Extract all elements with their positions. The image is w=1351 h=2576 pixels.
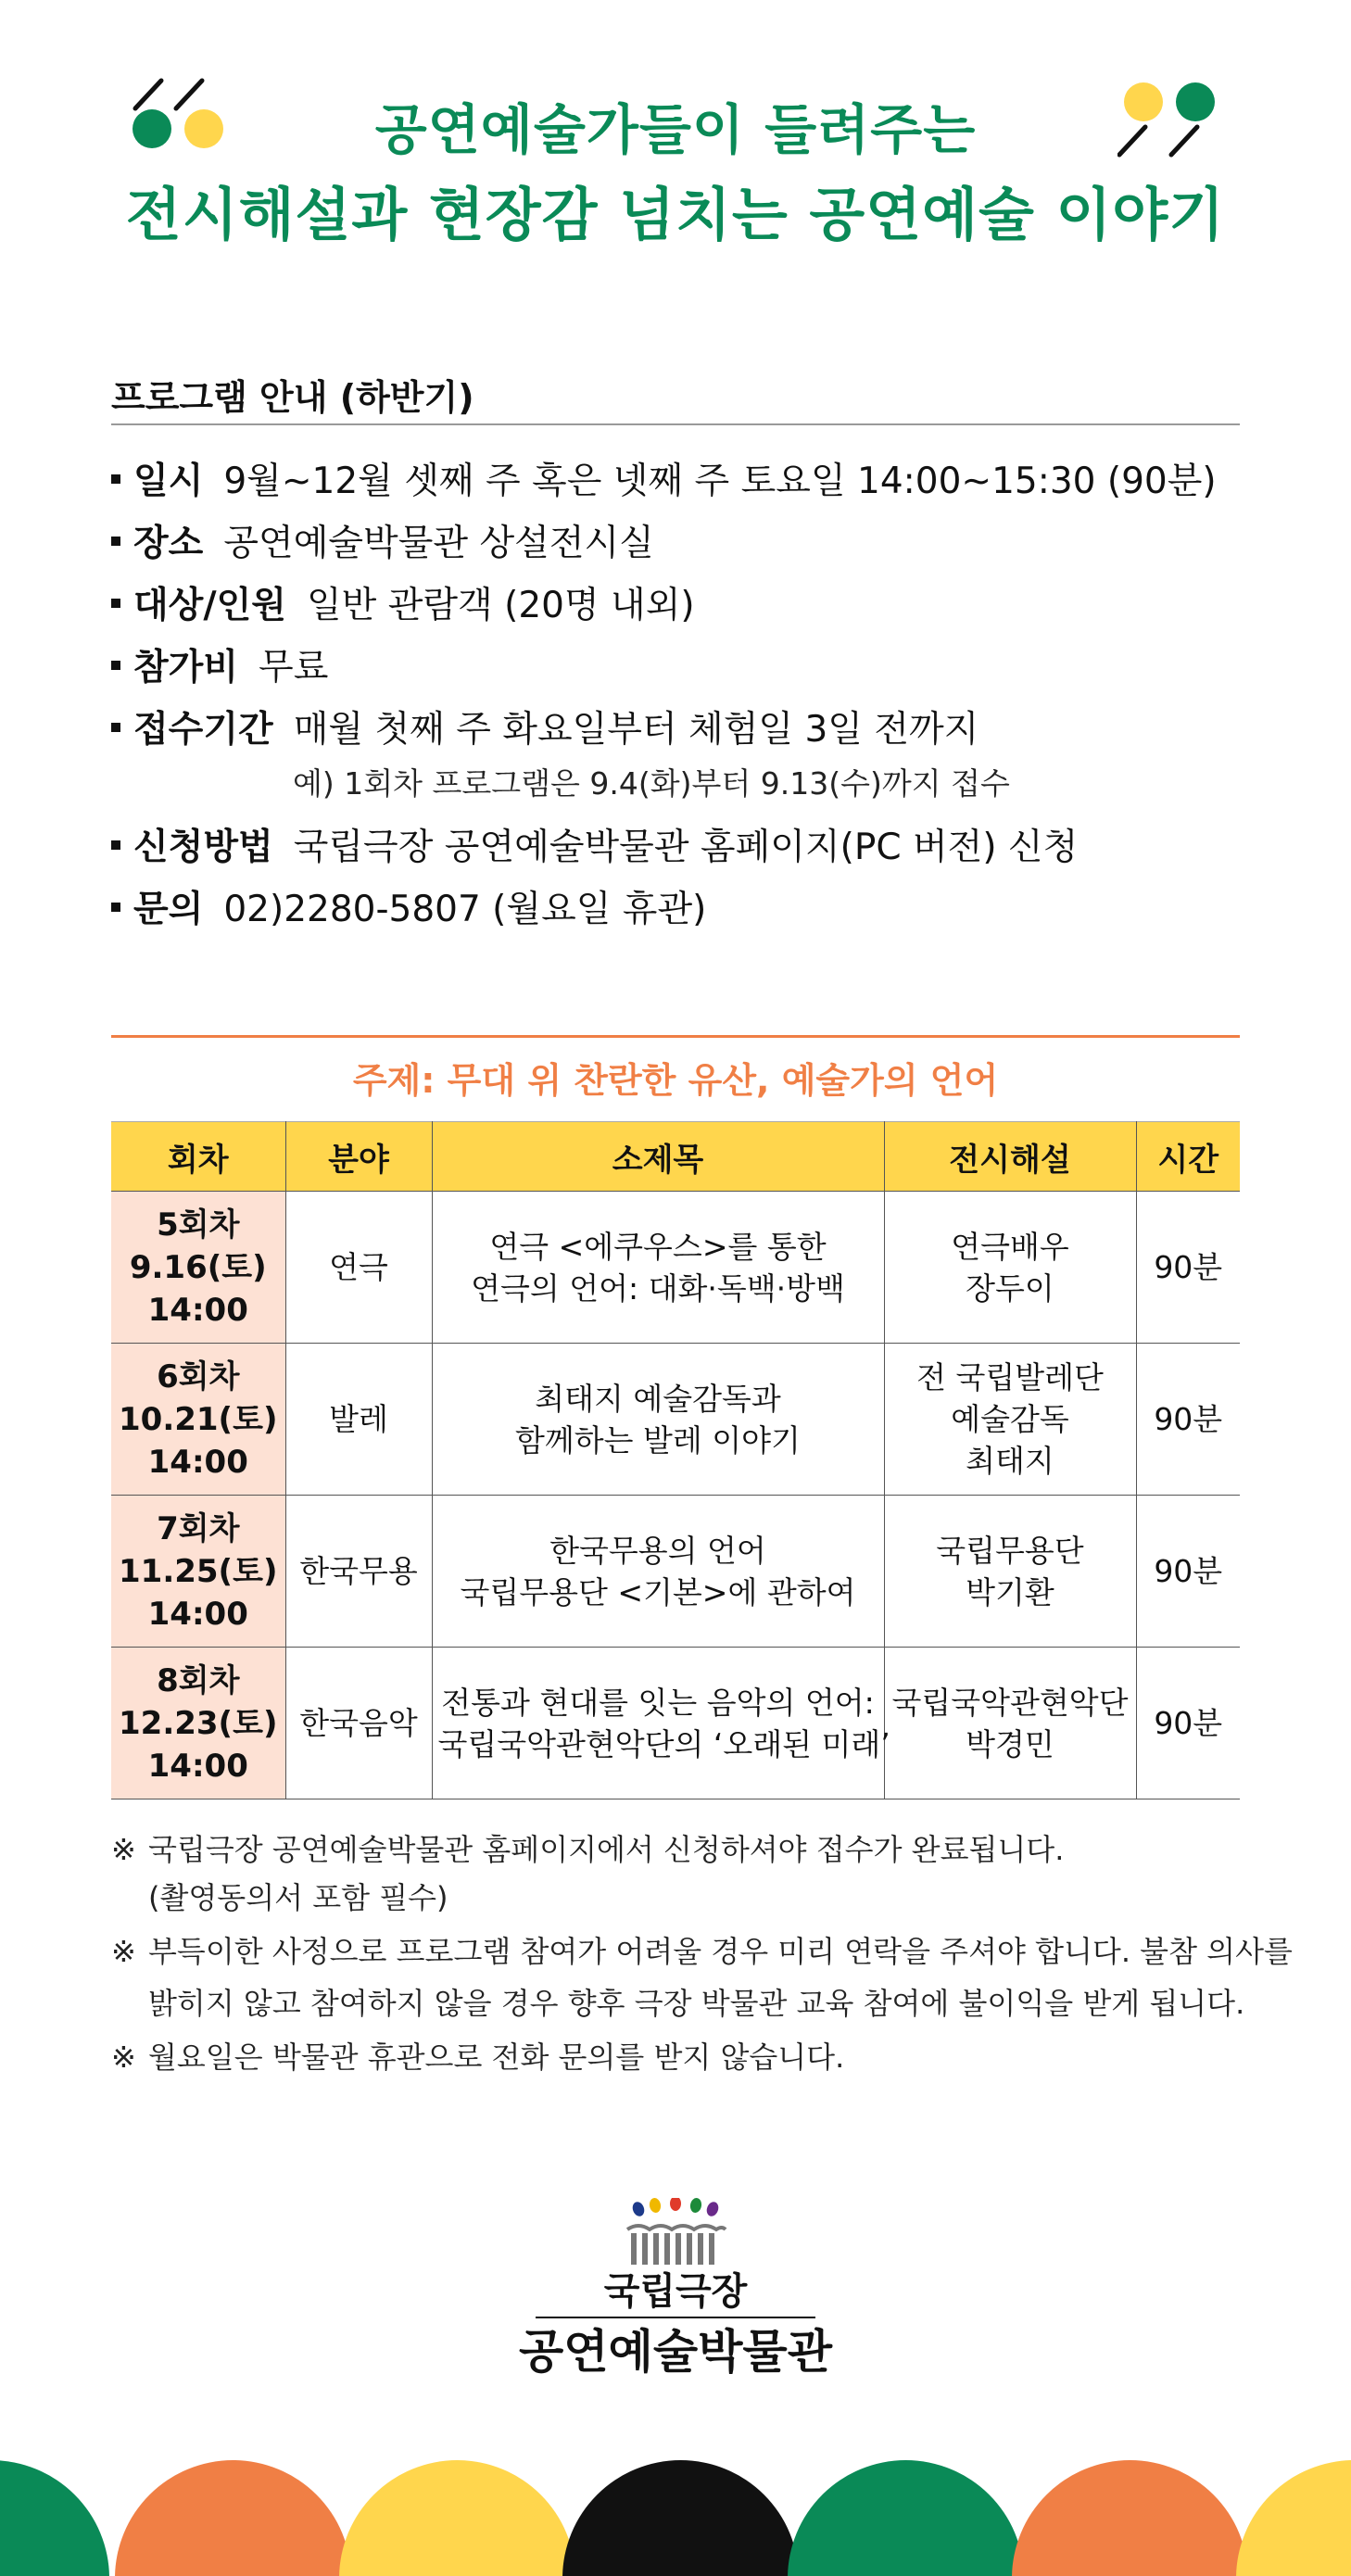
info-item-fee (111, 637, 1251, 699)
info-value: 국립극장 공연예술박물관 홈페이지(PC 버전) 신청 (293, 827, 1079, 868)
header-time: 시간 (1136, 1122, 1240, 1192)
subtitle-line: 전통과 현대를 잇는 음악의 언어: (441, 1684, 875, 1721)
subtitle-line: 국립국악관현악단의 ‘오래된 미래’ (437, 1725, 890, 1762)
notice-line: 밝히지 않고 참여하지 않을 경우 향후 극장 박물관 교육 참여에 불이익을 받게 됩니다. (148, 1986, 1245, 2021)
subtitle-cell (432, 1344, 884, 1496)
subtitle-cell (432, 1496, 884, 1648)
table-header-row (111, 1122, 1240, 1192)
round-cell (111, 1496, 285, 1648)
time-cell: 90분 (1136, 1344, 1240, 1496)
headline-line-2: 전시해설과 현장감 넘치는 공연예술 이야기 (125, 181, 1226, 248)
logo-text-theater: 국립극장 (603, 2270, 748, 2313)
guide-line: 국립무용단 (936, 1532, 1084, 1569)
notice-item (111, 1825, 1251, 1922)
round-time: 14:00 (147, 1291, 248, 1329)
round-date: 12.23(토) (119, 1704, 278, 1742)
bullet-icon (111, 474, 120, 484)
circle-orange (115, 2460, 351, 2576)
circle-green (788, 2460, 1024, 2576)
section-divider (111, 423, 1240, 425)
bullet-icon (111, 840, 120, 850)
logo-text-museum: 공연예술박물관 (518, 2325, 833, 2379)
round-cell (111, 1192, 285, 1344)
header-subtitle: 소제목 (432, 1122, 884, 1192)
schedule-table (111, 1121, 1240, 1799)
notice-line: 월요일은 박물관 휴관으로 전화 문의를 받지 않습니다. (148, 2039, 845, 2075)
round-cell (111, 1344, 285, 1496)
guide-line: 전 국립발레단 (916, 1359, 1104, 1395)
round-time: 14:00 (147, 1443, 248, 1481)
subtitle-cell (432, 1192, 884, 1344)
info-item-place (111, 512, 1251, 575)
notice-item (111, 1926, 1293, 2029)
round-number: 5회차 (157, 1206, 240, 1244)
headline (0, 93, 1351, 258)
info-label: 문의 (133, 889, 204, 930)
notice-item (111, 2033, 1251, 2081)
info-label: 접수기간 (133, 709, 273, 751)
subtitle-line: 연극 <에쿠우스>를 통한 (489, 1228, 827, 1265)
registration-example-note: 예) 1회차 프로그램은 9.4(화)부터 9.13(수)까지 접수 (293, 765, 1010, 802)
notice-line: (촬영동의서 포함 필수) (148, 1880, 448, 1915)
subtitle-line: 최태지 예술감독과 (535, 1380, 781, 1417)
notice-mark: ※ (111, 1832, 136, 1867)
guide-line: 박기환 (966, 1573, 1054, 1610)
info-value: 9월~12월 셋째 주 혹은 넷째 주 토요일 14:00~15:30 (90분) (223, 461, 1217, 502)
circle-black (562, 2460, 799, 2576)
info-item-audience (111, 575, 1251, 637)
theme-title: 주제: 무대 위 찬란한 유산, 예술가의 언어 (352, 1060, 999, 1101)
subtitle-line: 한국무용의 언어 (549, 1532, 766, 1569)
info-item-apply-method (111, 816, 1251, 878)
circle-yellow (339, 2460, 575, 2576)
header-guide: 전시해설 (884, 1122, 1136, 1192)
guide-line: 장두이 (966, 1269, 1054, 1307)
round-date: 11.25(토) (119, 1552, 278, 1590)
circle-green (0, 2460, 109, 2576)
guide-cell (884, 1344, 1136, 1496)
field-cell: 연극 (285, 1192, 432, 1344)
info-label: 일시 (133, 461, 204, 502)
subtitle-line: 연극의 언어: 대화·독백·방백 (471, 1269, 845, 1307)
notices (111, 1825, 1293, 2081)
time-cell: 90분 (1136, 1496, 1240, 1648)
table-row (111, 1192, 1240, 1344)
round-date: 10.21(토) (119, 1400, 278, 1438)
time-cell: 90분 (1136, 1192, 1240, 1344)
header-field: 분야 (285, 1122, 432, 1192)
decorative-circles (0, 2460, 1351, 2576)
guide-cell (884, 1496, 1136, 1648)
guide-line: 박경민 (966, 1725, 1054, 1762)
guide-cell (884, 1192, 1136, 1344)
field-cell: 발레 (285, 1344, 432, 1496)
table-row (111, 1344, 1240, 1496)
info-value: 공연예술박물관 상설전시실 (223, 523, 654, 564)
bullet-icon (111, 903, 120, 912)
info-item-contact (111, 878, 1251, 941)
guide-line: 최태지 (966, 1443, 1054, 1479)
info-item-datetime (111, 450, 1251, 512)
round-date: 9.16(토) (129, 1248, 267, 1286)
info-value: 무료 (259, 647, 329, 688)
round-time: 14:00 (147, 1747, 248, 1785)
notice-line: 국립극장 공연예술박물관 홈페이지에서 신청하셔야 접수가 완료됩니다. (148, 1832, 1065, 1867)
round-number: 7회차 (157, 1509, 240, 1547)
notice-mark: ※ (111, 2039, 136, 2075)
info-item-registration (111, 699, 1251, 761)
notice-text (148, 2033, 844, 2081)
info-label: 장소 (133, 523, 204, 564)
round-number: 8회차 (157, 1661, 240, 1699)
guide-line: 연극배우 (951, 1228, 1069, 1265)
bullet-icon (111, 599, 120, 608)
subtitle-line: 함께하는 발레 이야기 (515, 1421, 801, 1458)
notice-text (148, 1825, 1064, 1922)
notice-mark: ※ (111, 1934, 136, 1969)
circle-yellow (1236, 2460, 1351, 2576)
round-time: 14:00 (147, 1595, 248, 1633)
headline-line-1: 공연예술가들이 들려주는 (374, 98, 977, 161)
circle-orange (1012, 2460, 1248, 2576)
time-cell: 90분 (1136, 1648, 1240, 1799)
table-row (111, 1648, 1240, 1799)
guide-line: 국립국악관현악단 (891, 1684, 1129, 1721)
field-cell: 한국무용 (285, 1496, 432, 1648)
bullet-icon (111, 723, 120, 732)
field-cell: 한국음악 (285, 1648, 432, 1799)
bullet-icon (111, 537, 120, 546)
info-label: 대상/인원 (133, 585, 286, 626)
round-number: 6회차 (157, 1357, 240, 1395)
subtitle-cell (432, 1648, 890, 1799)
info-value: 일반 관람객 (20명 내외) (306, 585, 695, 626)
national-theater-logo-icon (620, 2198, 731, 2272)
bullet-icon (111, 661, 120, 670)
notice-line: 부득이한 사정으로 프로그램 참여가 어려울 경우 미리 연락을 주셔야 합니다. 불참 의사를 (148, 1934, 1293, 1969)
info-value: 02)2280-5807 (월요일 휴관) (223, 889, 707, 930)
guide-cell (884, 1648, 1136, 1799)
info-label: 참가비 (133, 647, 239, 688)
program-title: 프로그램 안내 (하반기) (111, 377, 474, 418)
table-row (111, 1496, 1240, 1648)
subtitle-line: 국립무용단 <기본>에 관하여 (460, 1573, 856, 1610)
round-cell (111, 1648, 285, 1799)
header-round: 회차 (111, 1122, 285, 1192)
program-info-list (111, 450, 1251, 941)
logo-divider (536, 2317, 815, 2318)
notice-text (148, 1926, 1293, 2029)
theme-divider (111, 1035, 1240, 1038)
guide-line: 예술감독 (951, 1401, 1069, 1437)
info-label: 신청방법 (133, 827, 273, 868)
info-value: 매월 첫째 주 화요일부터 체험일 3일 전까지 (293, 709, 979, 751)
